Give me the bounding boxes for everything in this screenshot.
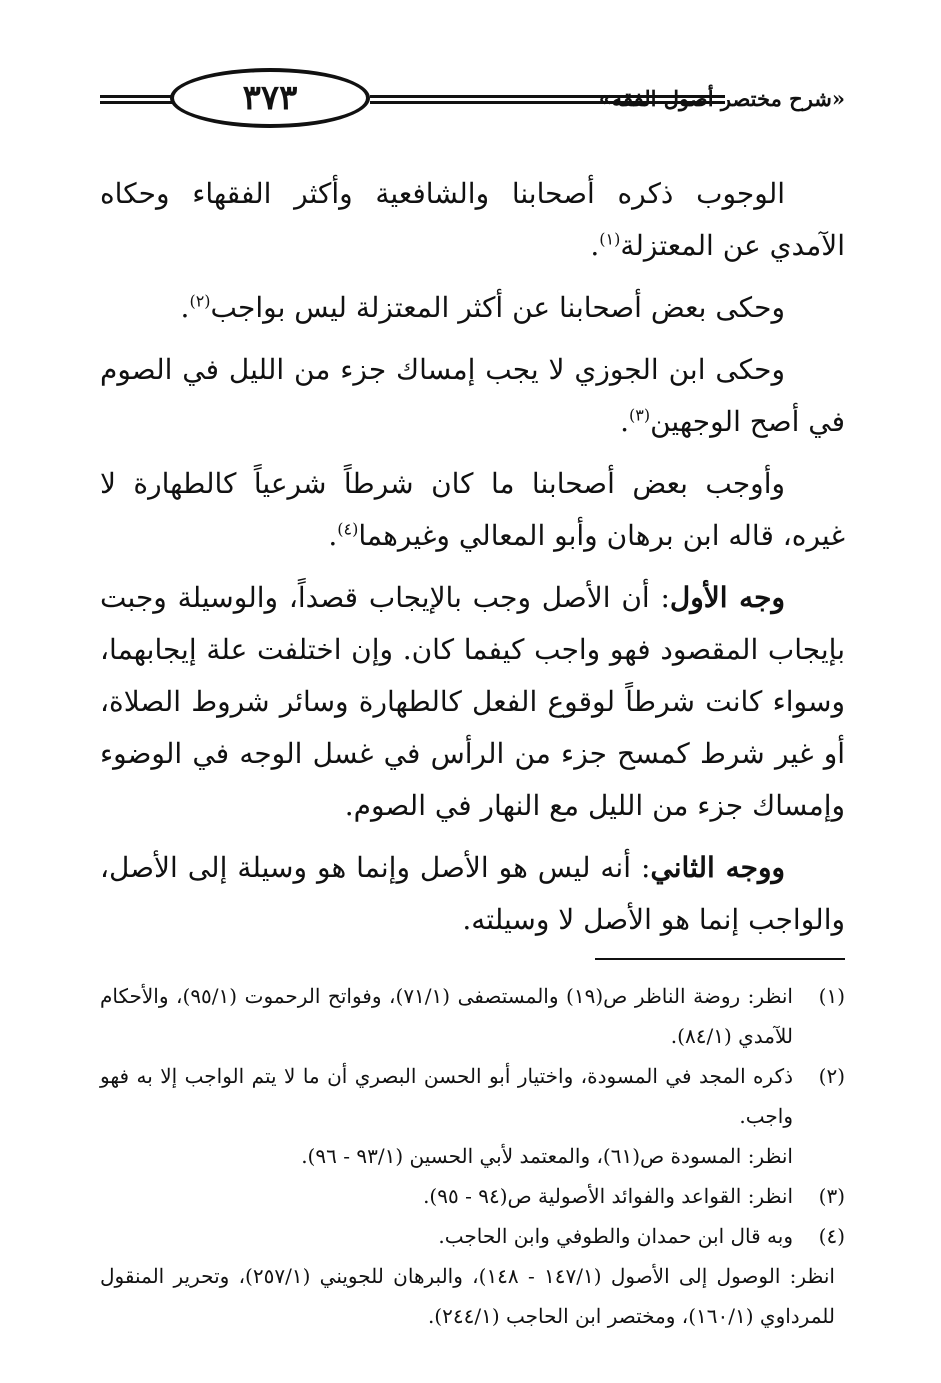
paragraph-end: . <box>180 291 190 324</box>
footnote-number: (٣) <box>818 1184 845 1208</box>
footnotes <box>100 976 845 1336</box>
paragraph <box>100 572 845 832</box>
paragraph-text: : أنه ليس هو الأصل وإنما هو وسيلة إلى الأصل، والواجب إنما هو الأصل لا وسيلته. <box>100 851 845 936</box>
footnote-text: وبه قال ابن حمدان والطوفي وابن الحاجب. <box>438 1224 793 1248</box>
footnote-text: ذكره المجد في المسودة، واختيار أبو الحسن البصري أن ما لا يتم الواجب إلا به فهو واجب. <box>100 1064 793 1128</box>
page-header <box>100 62 845 134</box>
footnote-text: انظر: المسودة ص(٦١)، والمعتمد لأبي الحسين (٩٣/١ - ٩٦). <box>301 1144 793 1168</box>
footnote-ref[interactable]: (٣) <box>629 405 651 425</box>
footnote-number: (٤) <box>818 1224 845 1248</box>
paragraph <box>100 458 845 562</box>
section-term: وجه الأول <box>669 581 786 614</box>
footnote-ref[interactable]: (٤) <box>337 519 359 539</box>
footnote <box>100 1056 845 1176</box>
paragraph-text: : أن الأصل وجب بالإيجاب قصداً، والوسيلة وجبت بإيجاب المقصود فهو واجب كيفما كان. وإن اختلفت علة إيجابهما، وسواء كانت شرطاً لوقوع الفعل كالطهارة وسائر شروط الصلاة، أو غير شرط كمسح جزء من الرأس في غسل الوجه في الوضوء وإمساك جزء من الليل مع النهار في الصوم. <box>100 581 846 822</box>
paragraph-text: وحكى ابن الجوزي لا يجب إمساك جزء من الليل في الصوم في أصح الوجهين <box>100 353 845 438</box>
page-number: ٣٧٣ <box>170 68 370 128</box>
footnote-number: (١) <box>818 984 845 1008</box>
paragraph <box>100 168 845 272</box>
footnote <box>100 976 845 1056</box>
running-title: «شرح مختصر أصول الفقه» <box>598 86 845 111</box>
footnote <box>100 1176 845 1216</box>
main-text <box>100 168 845 956</box>
footnote-continuation: انظر: الوصول إلى الأصول (١٤٧/١ - ١٤٨)، والبرهان للجويني (٢٥٧/١)، وتحرير المنقول للمرداوي (١٦٠/١)، ومختصر ابن الحاجب (٢٤٤/١). <box>100 1264 835 1328</box>
footnote-separator <box>595 958 845 960</box>
paragraph-end: . <box>590 229 600 262</box>
footnote-text: انظر: القواعد والفوائد الأصولية ص(٩٤ - ٩٥). <box>423 1184 793 1208</box>
paragraph-end: . <box>328 519 338 552</box>
paragraph <box>100 344 845 448</box>
footnote-number: (٢) <box>818 1064 845 1088</box>
paragraph-end: . <box>620 405 629 438</box>
paragraph-text: وأوجب بعض أصحابنا ما كان شرطاً شرعياً كالطهارة لا غيره، قاله ابن برهان وأبو المعالي وغيرهما <box>100 467 845 552</box>
footnote-text: انظر: روضة الناظر ص(١٩) والمستصفى (٧١/١)، وفواتح الرحموت (٩٥/١)، والأحكام للآمدي (٨٤/١). <box>100 984 793 1048</box>
paragraph-text: وحكى بعض أصحابنا عن أكثر المعتزلة ليس بواجب <box>210 291 785 324</box>
paragraph <box>100 282 845 334</box>
header-rule-left <box>100 95 180 104</box>
footnote-ref[interactable]: (١) <box>599 229 621 249</box>
footnote-ref[interactable]: (٢) <box>189 291 211 311</box>
paragraph-text: الوجوب ذكره أصحابنا والشافعية وأكثر الفقهاء وحكاه الآمدي عن المعتزلة <box>100 177 845 262</box>
section-term: ووجه الثاني <box>650 851 785 884</box>
footnote <box>100 1216 845 1256</box>
paragraph <box>100 842 845 946</box>
